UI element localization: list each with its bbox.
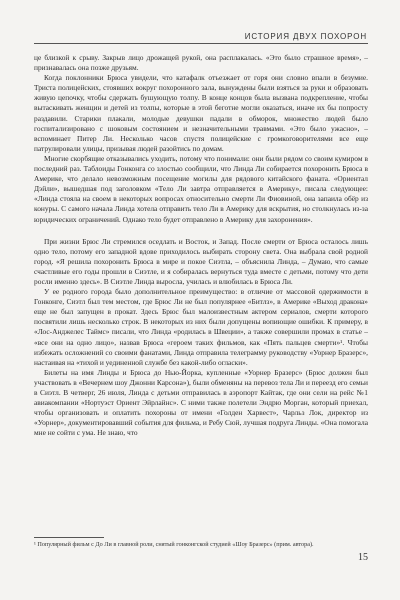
page-header xyxy=(0,0,400,60)
paragraph: При жизни Брюс Ли стремился оседлать и Восток, и Запад. После смерти от Брюса осталось лишь одно тело, потому его западной вдове приходилось выбирать сторону света. Она выбрала свой родной город. «Я решила похоронить Брюса в мире и покое Сиэтла, – объяснила Линда, – Думаю, что самые счастливые его годы прошли в Сиэтле, и я собиралась вернуться туда вместе с детьми, потому что дети росли именно здесь». В Сиэтле Линда выросла, училась и влюбилась в Брюса Ли. xyxy=(34,236,368,286)
paragraph: У ее родного города было дополнительное преимущество: в отличие от массовой одержимости в Гонконге, Сиэтл был тем местом, где Брюс Ли не был популярнее «Битлз», в Америке «Выход дракона» еще не был запущен в прокат. Здесь Брюс был малоизвестным актером сериалов, смерти которого посвятили лишь несколько строк. В некоторых из них были допущены вопиющие ошибки. К примеру, в «Лос-Анджелес Таймс» писали, что Линда «родилась в Швеции», а также совершили промах в статье – «все они на одно лицо», назвав Брюса «героем таких фильмов, как «Пять пальцев смерти»¹. Чтобы избежать осложнений со своими фанатами, Линда отправила телеграмму руководству «Уорнер Бразерс», настаивая на «тихой и уединенной службе без какой-либо огласки». xyxy=(34,287,368,367)
page-body xyxy=(34,53,368,438)
running-head: ИСТОРИЯ ДВУХ ПОХОРОН xyxy=(244,32,367,41)
footnote: ¹ Популярный фильм с До Ли в главной роли, снятый гонконгской студией «Шоу Бразерс» (прим. автора). xyxy=(34,541,314,548)
paragraph: Когда поклонники Брюса увидели, что катафалк отъезжает от горя они словно впали в безумие. Триста полицейских, стоявших вокруг похоронного зала, вынуждены были взяться за руки и образовать живую цепочку, чтобы сдержать бушующую толпу. В конце концов была вызвана подкрепление, чтобы вытаскивать женщин и детей из толпы, которые в этой беготне могли оказаться, иначе их бы попросту раздавили. Старики плакали, молодые девушки падали в обморок, множество людей было госпитализировано с шоковым состоянием и незначительными травмами. «Это было ужасно», – вспоминает Питер Ли. Несколько часов спустя полицейские с громкоговорителями все еще патрулировали улицы, призывая людей разойтись по домам. xyxy=(34,73,368,153)
paragraph: Билеты на имя Линды и Брюса до Нью-Йорка, купленные «Уорнер Бразерс» (Брюс должен был участвовать в «Вечернем шоу Джонни Карсона»), были обменяны на перевоз тела Ли и переезд его семьи в Сиэтл. В четверг, 26 июля, Линда с детьми отправилась в аэропорт Кайтак, где они сели на рейс №1 авиакомпании «Нортуэст Ориент Эйрлайнс». С ними также полетели Эндрю Морган, который приехал, чтобы организовать и оплатить похороны от имени «Голден Харвест», Чарльз Лок, директор из «Уорнер», документировавший события для фильма, и Ребу Сюй, лучшая подруга Линды. «Она помогала мне не сойти с ума. Не знаю, что xyxy=(34,367,368,438)
paragraph: це близкой к срыву. Закрыв лицо дрожащей рукой, она расплакалась. «Это было страшное время», – признавалась она позже друзьям. xyxy=(34,53,368,73)
paragraph: Многие скорбящие отказывались уходить, потому что понимали: они были рядом со своим кумиром в последний раз. Таблоиды Гонконга со злостью сообщили, что Линда Ли собирается похоронить Брюса в Америке, что делало невозможным посещение могилы для рядового китайского фаната. «Ориентал Дэйли», вышедшая под заголовком «Тело Ли завтра отправляется в Америку», писала следующее: «Линда стояла на своем в некоторых вопросах относительно смерти Ли Фиовиной, она запаила обёр из конуры. С самого начала Линда хотела отправить тело Ли в Америку для вскрытия, но столкнулась из-за юридических ограничений. Однако тело будет отправлено в Америку для захоронения». xyxy=(34,153,368,224)
page-number: 15 xyxy=(358,552,368,563)
footnote-rule xyxy=(34,537,104,538)
header-rule xyxy=(34,43,368,44)
